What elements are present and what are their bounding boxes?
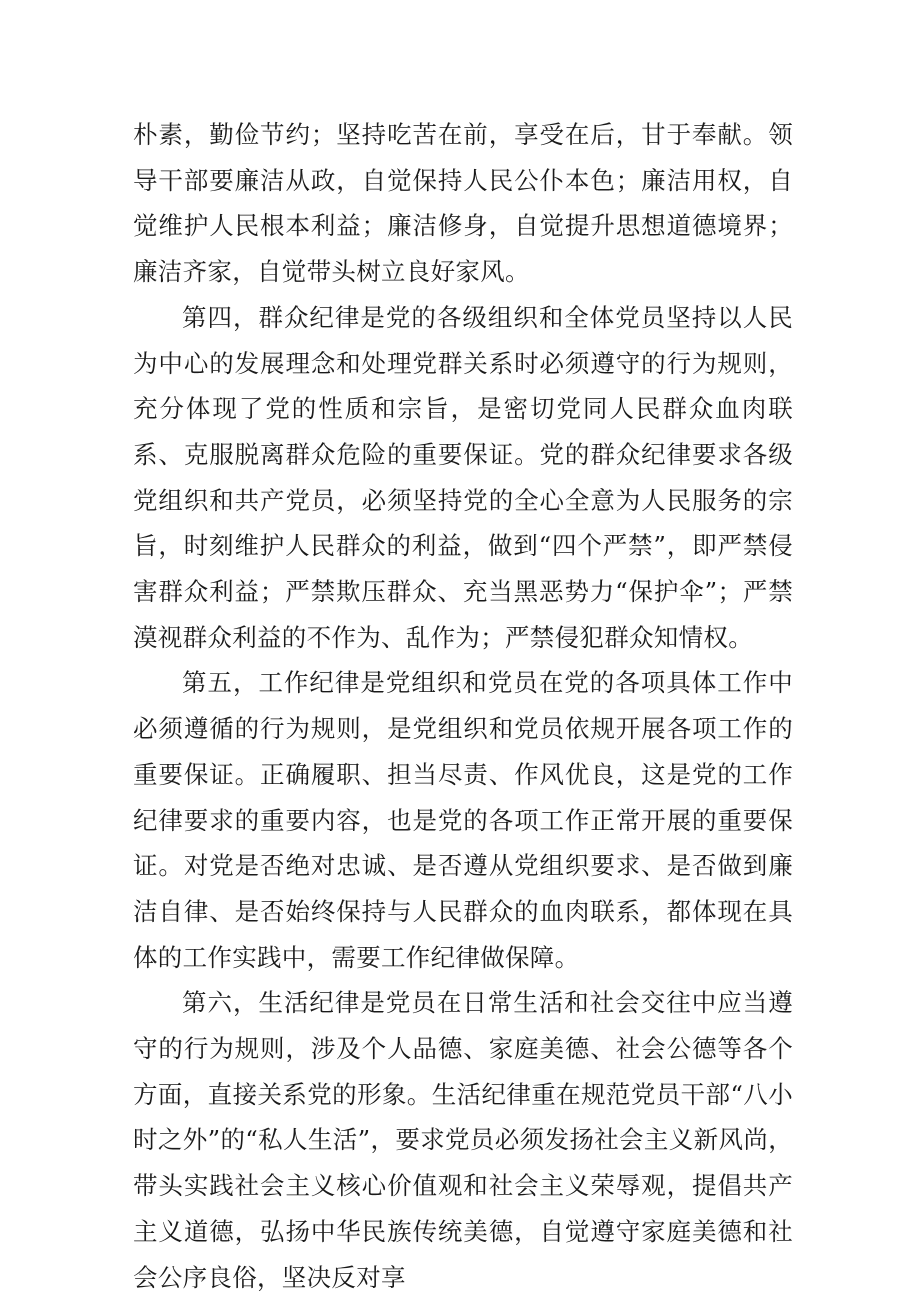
paragraph-fourth-mass-discipline: 第四，群众纪律是党的各级组织和全体党员坚持以人民为中心的发展理念和处理党群关系时必须遵守的行为规则，充分体现了党的性质和宗旨，是密切党同人民群众血肉联系、克服脱离群众危险的重要保证。党的群众纪律要求各级党组织和共产党员，必须坚持党的全心全意为人民服务的宗旨，时刻维护人民群众的利益，做到“四个严禁”，即严禁侵害群众利益；严禁欺压群众、充当黑恶势力“保护伞”；严禁漠视群众利益的不作为、乱作为；严禁侵犯群众知情权。	[133, 302, 793, 652]
paragraph-sixth-life-discipline: 第六，生活纪律是党员在日常生活和社会交往中应当遵守的行为规则，涉及个人品德、家庭美德、社会公德等各个方面，直接关系党的形象。生活纪律重在规范党员干部“八小时之外”的“私人生活”，要求党员必须发扬社会主义新风尚，带头实践社会主义核心价值观和社会主义荣辱观，提倡共产主义道德，弘扬中华民族传统美德，自觉遵守家庭美德和社会公序良俗，坚决反对享	[133, 988, 793, 1292]
paragraph-fifth-work-discipline: 第五，工作纪律是党组织和党员在党的各项具体工作中必须遵循的行为规则，是党组织和党员依规开展各项工作的重要保证。正确履职、担当尽责、作风优良，这是党的工作纪律要求的重要内容，也是党的各项工作正常开展的重要保证。对党是否绝对忠诚、是否遵从党组织要求、是否做到廉洁自律、是否始终保持与人民群众的血肉联系，都体现在具体的工作实践中，需要工作纪律做保障。	[133, 668, 793, 972]
paragraph-continuation: 朴素，勤俭节约；坚持吃苦在前，享受在后，甘于奉献。领导干部要廉洁从政，自觉保持人民公仆本色；廉洁用权，自觉维护人民根本利益；廉洁修身，自觉提升思想道德境界；廉洁齐家，自觉带头树立良好家风。	[133, 120, 793, 287]
document-body	[133, 112, 793, 1300]
